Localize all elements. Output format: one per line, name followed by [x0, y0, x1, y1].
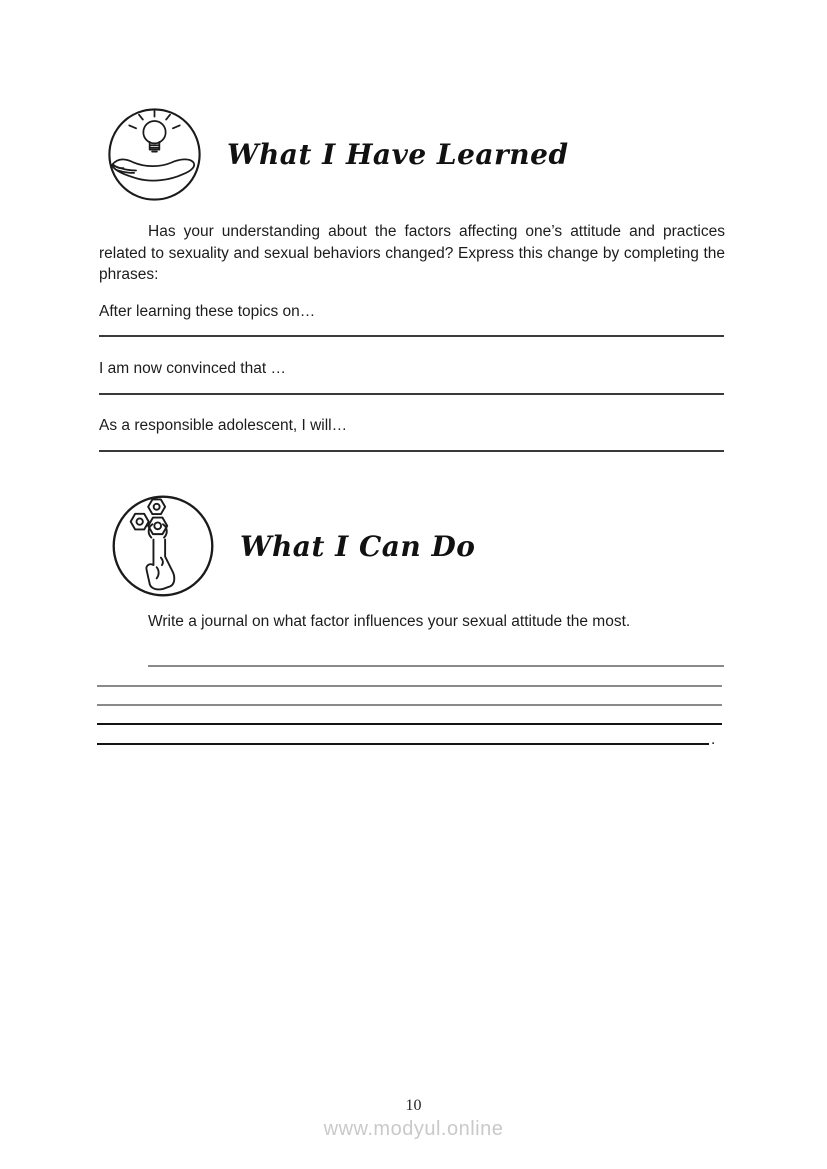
- journal-answer-line: [97, 723, 722, 725]
- hand-with-wrench-and-nuts-icon: [110, 493, 216, 599]
- answer-blank-line: [99, 393, 724, 395]
- lightbulb-in-hand-icon: [106, 106, 203, 203]
- trailing-period: .: [711, 731, 716, 748]
- journal-task-text: Write a journal on what factor influences your sexual attitude the most.: [148, 613, 631, 630]
- journal-answer-line: [97, 743, 709, 745]
- answer-blank-line: [99, 335, 724, 337]
- section-heading-what-i-have-learned: What I Have Learned: [227, 138, 569, 171]
- page-number: 10: [405, 1097, 422, 1114]
- journal-answer-line: [148, 665, 724, 667]
- prompt-now-convinced: I am now convinced that …: [99, 360, 286, 377]
- journal-answer-line: [97, 685, 722, 687]
- answer-blank-line: [99, 450, 724, 452]
- journal-answer-line: [97, 704, 722, 706]
- section-header-what-i-can-do: [110, 493, 475, 599]
- intro-paragraph: Has your understanding about the factors affecting one’s attitude and practices related to sexuality and sexual behaviors changed? Express this change by completing the phrases:: [99, 223, 725, 284]
- section-header-what-i-have-learned: [106, 106, 569, 203]
- watermark-text: www.modyul.online: [323, 1118, 504, 1140]
- hand-with-wrench-and-nuts-icon: [110, 493, 216, 599]
- prompt-responsible-adolescent: As a responsible adolescent, I will…: [99, 417, 348, 434]
- section-heading-what-i-can-do: What I Can Do: [240, 529, 476, 563]
- lightbulb-in-hand-icon: [106, 106, 203, 203]
- prompt-after-learning: After learning these topics on…: [99, 303, 316, 320]
